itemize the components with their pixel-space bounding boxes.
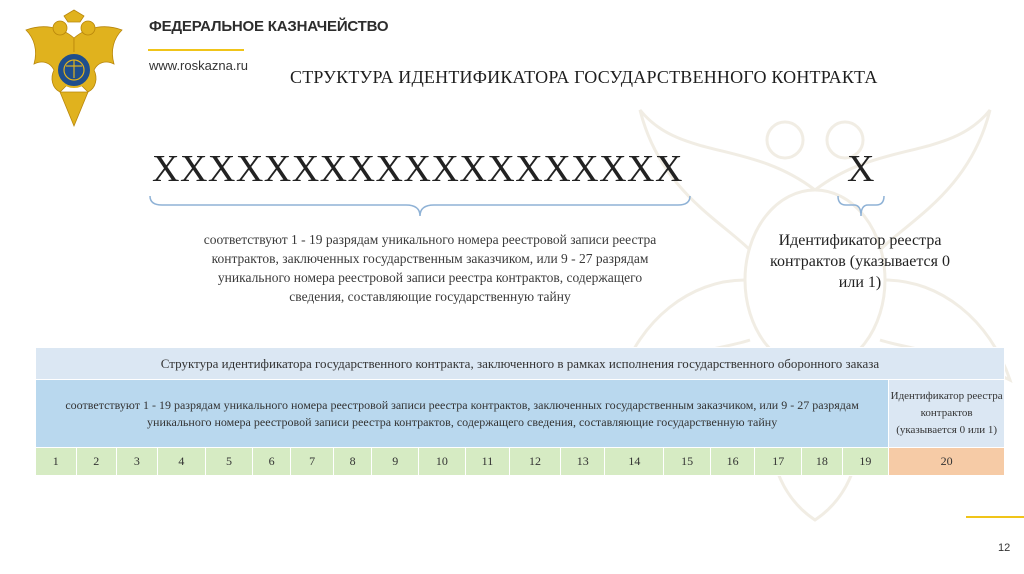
slide-title: СТРУКТУРА ИДЕНТИФИКАТОРА ГОСУДАРСТВЕННОГО КОНТРАКТА (290, 67, 878, 87)
digit-cell: 18 (802, 448, 843, 476)
digit-cell: 7 (291, 448, 334, 476)
digit-cell: 4 (157, 448, 206, 476)
table-header: Структура идентификатора государственного контракта, заключенного в рамках исполнения государственного оборонного заказа (36, 348, 1005, 380)
table-main-description: соответствуют 1 - 19 разрядам уникального номера реестровой записи реестра контрактов, заключенных государственным заказчиком, или 9 - 27 разрядам уникального номера реестровой записи реестра контрактов, содержащего сведения, составляющие государственную тайну (36, 380, 889, 448)
treasury-emblem-logo (20, 8, 128, 128)
digit-cell: 17 (755, 448, 802, 476)
digit-cell: 1 (36, 448, 77, 476)
page-number: 12 (998, 542, 1011, 554)
digit-cell: 10 (419, 448, 466, 476)
identifier-last-digit: X (847, 148, 875, 190)
website-link[interactable]: www.roskazna.ru (149, 58, 248, 73)
digit-cell: 11 (465, 448, 510, 476)
identifier-description: Идентификатор реестра контрактов (указывается 0 или 1) (770, 232, 950, 291)
header-divider (148, 49, 244, 51)
identifier-main-digits: XXXXXXXXXXXXXXXXXXX (152, 148, 683, 190)
digit-cell: 15 (664, 448, 711, 476)
digit-cell: 3 (117, 448, 158, 476)
digit-cell: 8 (333, 448, 372, 476)
digit-cell: 9 (372, 448, 419, 476)
main-digits-brace (148, 192, 692, 222)
digit-cell: 13 (560, 448, 605, 476)
digit-cell: 12 (510, 448, 561, 476)
structure-table (35, 347, 1005, 476)
last-digit-brace (836, 192, 886, 222)
digit-cell: 6 (252, 448, 291, 476)
digit-cell: 2 (76, 448, 117, 476)
org-name: ФЕДЕРАЛЬНОЕ КАЗНАЧЕЙСТВО (149, 18, 389, 35)
footer-divider (966, 516, 1024, 518)
digit-cell: 16 (710, 448, 755, 476)
digit-cell: 19 (842, 448, 889, 476)
digit-cell: 14 (605, 448, 664, 476)
table-id-description: Идентификатор реестра контрактов (указывается 0 или 1) (889, 380, 1005, 448)
digit-cell: 5 (206, 448, 253, 476)
digit-cell-identifier: 20 (889, 448, 1005, 476)
main-digits-description: соответствуют 1 - 19 разрядам уникального номера реестровой записи реестра контрактов, заключенных государственным заказчиком, или 9 - 27 разрядам уникального номера реестровой записи реестра контрактов, содержащего сведения, составляющие государственную тайну (203, 232, 657, 304)
